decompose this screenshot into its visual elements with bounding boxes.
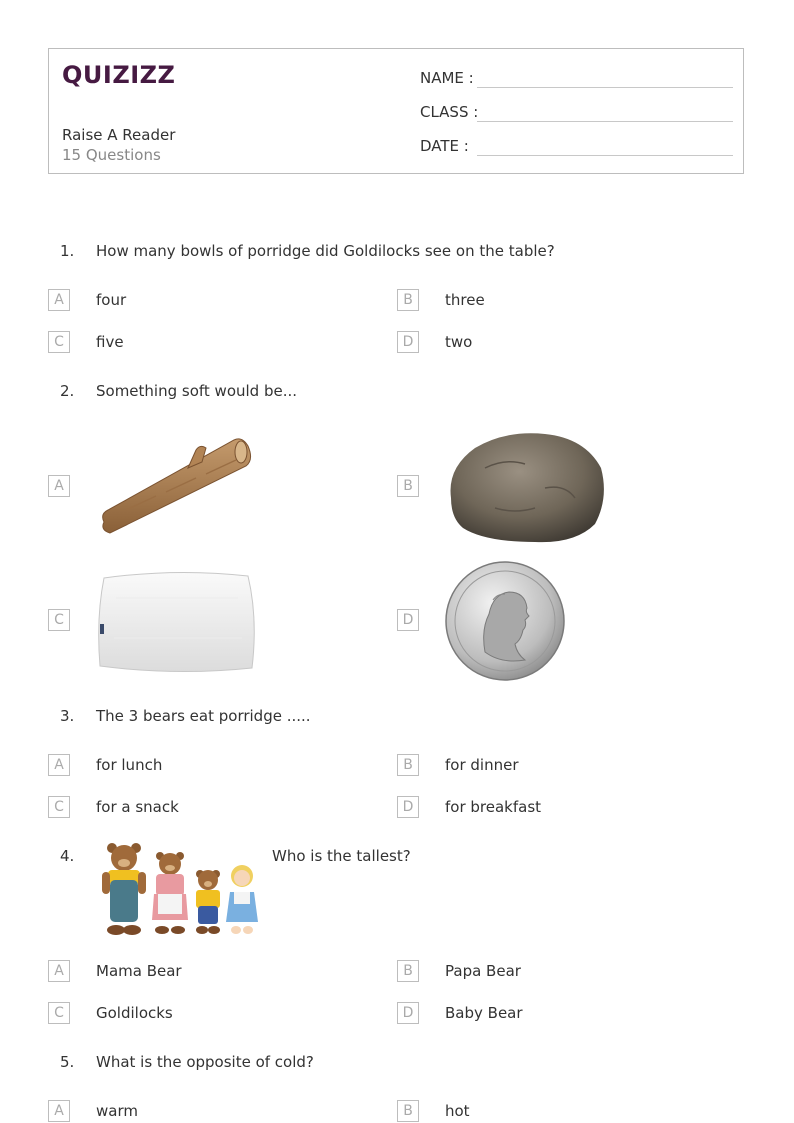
question-number: 1. bbox=[60, 242, 75, 260]
option-box-b[interactable]: B bbox=[397, 754, 419, 776]
option-box-a[interactable]: A bbox=[48, 475, 70, 497]
option-text: Mama Bear bbox=[96, 962, 182, 980]
date-line[interactable] bbox=[477, 155, 733, 156]
option-box-b[interactable]: B bbox=[397, 960, 419, 982]
option-box-b[interactable]: B bbox=[397, 289, 419, 311]
option-text: Papa Bear bbox=[445, 962, 521, 980]
option-box-c[interactable]: C bbox=[48, 609, 70, 631]
wooden-log-image bbox=[96, 430, 256, 542]
question-text: Something soft would be... bbox=[96, 382, 298, 400]
question-number: 5. bbox=[60, 1053, 75, 1071]
date-label: DATE : bbox=[420, 137, 469, 155]
name-label: NAME : bbox=[420, 69, 474, 87]
question-number: 2. bbox=[60, 382, 75, 400]
worksheet-header bbox=[48, 48, 744, 174]
option-box-d[interactable]: D bbox=[397, 1002, 419, 1024]
question-count: 15 Questions bbox=[62, 146, 161, 164]
option-box-b[interactable]: B bbox=[397, 1100, 419, 1122]
option-box-a[interactable]: A bbox=[48, 1100, 70, 1122]
option-text: for breakfast bbox=[445, 798, 542, 816]
name-field[interactable] bbox=[420, 69, 474, 87]
option-text: three bbox=[445, 291, 485, 309]
option-text: Goldilocks bbox=[96, 1004, 173, 1022]
option-box-d[interactable]: D bbox=[397, 331, 419, 353]
class-label: CLASS : bbox=[420, 103, 479, 121]
option-text: for a snack bbox=[96, 798, 179, 816]
three-bears-and-goldilocks-image bbox=[96, 842, 258, 938]
name-line[interactable] bbox=[477, 87, 733, 88]
question-number: 3. bbox=[60, 707, 75, 725]
option-text: two bbox=[445, 333, 473, 351]
option-box-a[interactable]: A bbox=[48, 289, 70, 311]
class-field[interactable] bbox=[420, 103, 478, 121]
question-text: What is the opposite of cold? bbox=[96, 1053, 314, 1071]
option-box-c[interactable]: C bbox=[48, 796, 70, 818]
option-box-a[interactable]: A bbox=[48, 754, 70, 776]
rock-image bbox=[445, 428, 607, 546]
option-box-d[interactable]: D bbox=[397, 609, 419, 631]
question-number: 4. bbox=[60, 847, 75, 865]
pillow-image bbox=[96, 568, 258, 674]
option-text: Baby Bear bbox=[445, 1004, 523, 1022]
option-text: four bbox=[96, 291, 127, 309]
option-box-d[interactable]: D bbox=[397, 796, 419, 818]
option-text: for lunch bbox=[96, 756, 163, 774]
option-box-c[interactable]: C bbox=[48, 1002, 70, 1024]
option-text: five bbox=[96, 333, 124, 351]
option-text: warm bbox=[96, 1102, 138, 1120]
class-line[interactable] bbox=[477, 121, 733, 122]
option-box-b[interactable]: B bbox=[397, 475, 419, 497]
option-text: for dinner bbox=[445, 756, 519, 774]
question-text: Who is the tallest? bbox=[272, 847, 411, 865]
option-box-a[interactable]: A bbox=[48, 960, 70, 982]
quarter-coin-image bbox=[445, 560, 565, 682]
option-box-c[interactable]: C bbox=[48, 331, 70, 353]
option-text: hot bbox=[445, 1102, 470, 1120]
date-field[interactable] bbox=[420, 137, 469, 155]
question-text: The 3 bears eat porridge ..... bbox=[96, 707, 311, 725]
worksheet-title: Raise A Reader bbox=[62, 126, 176, 144]
quizizz-logo: QUIZIZZ bbox=[62, 61, 176, 89]
question-text: How many bowls of porridge did Goldilocks see on the table? bbox=[96, 242, 555, 260]
